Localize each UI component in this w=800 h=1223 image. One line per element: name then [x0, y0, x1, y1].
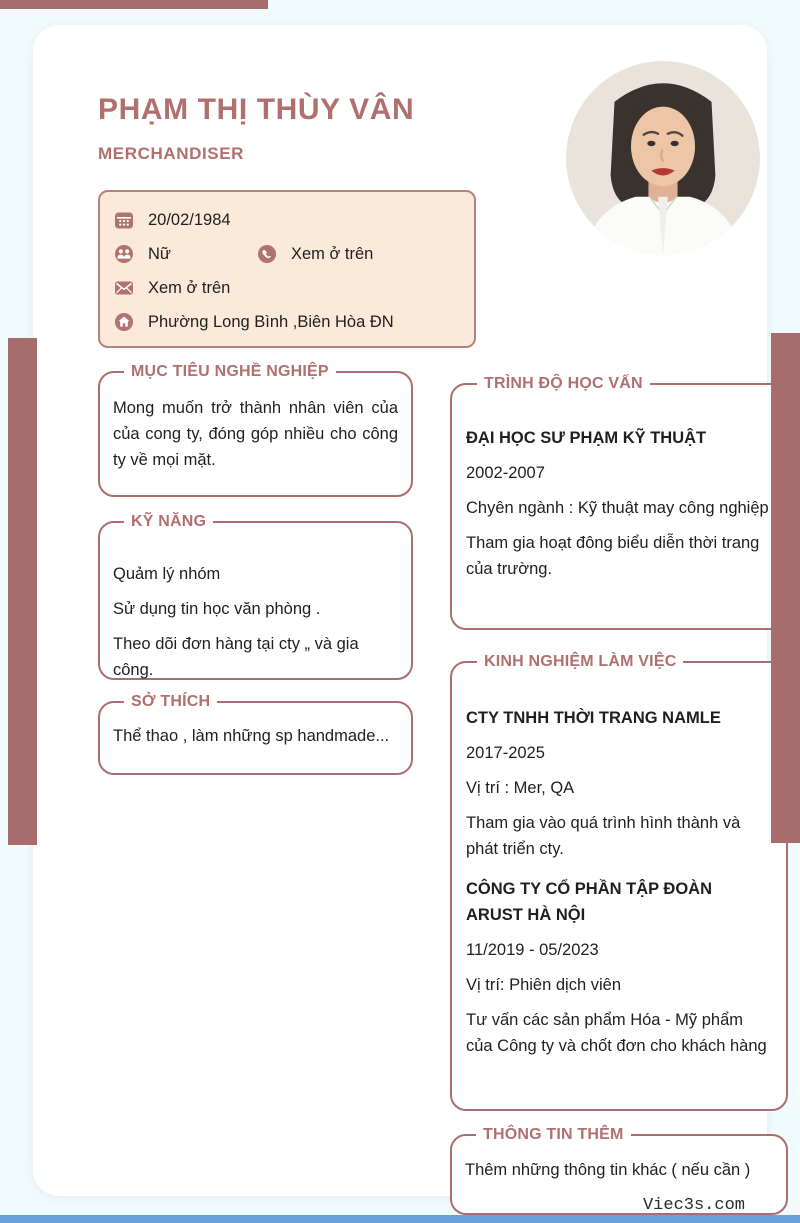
home-icon [114, 312, 134, 332]
job-company: CÔNG TY CỔ PHẦN TẬP ĐOÀN ARUST HÀ NỘI [466, 880, 712, 924]
skill-item: Sử dụng tin học văn phòng . [113, 600, 321, 618]
objective-text: Mong muốn trở thành nhân viên của của cong ty, đóng góp nhiều cho công ty về mọi mặt. [113, 399, 398, 469]
gender-value: Nữ [148, 244, 171, 263]
section-hobbies [98, 693, 413, 775]
contact-row-email [114, 271, 460, 305]
contact-row-birthday [114, 203, 460, 237]
contact-info-box [98, 190, 476, 348]
skill-item: Theo dõi đơn hàng tại cty „ và gia công. [113, 635, 359, 679]
job-company: CTY TNHH THỜI TRANG NAMLE [466, 709, 721, 727]
section-skills [98, 513, 413, 680]
avatar [566, 61, 760, 255]
birthday-value: 20/02/1984 [148, 210, 231, 229]
candidate-name: PHẠM THỊ THÙY VÂN [98, 93, 415, 126]
job-position: Vị trí : Mer, QA [466, 779, 575, 797]
section-objective-heading: MỤC TIÊU NGHỀ NGHIỆP [131, 363, 329, 380]
bottom-accent-strip [0, 1215, 800, 1223]
phone-cell [257, 244, 373, 264]
job-description: Tham gia vào quá trình hình thành và phát triển cty. [466, 814, 741, 858]
section-objective [98, 363, 413, 497]
contact-row-address [114, 305, 460, 339]
additional-text: Thêm những thông tin khác ( nếu cần ) [465, 1161, 751, 1179]
education-period: 2002-2007 [466, 464, 545, 482]
address-value: Phường Long Bình ,Biên Hòa ĐN [148, 312, 394, 331]
email-value: Xem ở trên [148, 278, 231, 297]
section-experience-heading: KINH NGHIỆM LÀM VIỆC [484, 653, 677, 670]
job-position: Vị trí: Phiên dịch viên [466, 976, 621, 994]
contact-row-gender-phone [114, 237, 460, 271]
gender-cell [114, 244, 257, 264]
job-period: 11/2019 - 05/2023 [466, 941, 599, 959]
education-major: Chyên ngành : Kỹ thuật may công nghiệp [466, 499, 769, 517]
section-additional-heading: THÔNG TIN THÊM [483, 1126, 624, 1143]
site-watermark: Viec3s.com [642, 1196, 745, 1215]
phone-value: Xem ở trên [291, 244, 374, 263]
section-hobbies-heading: SỞ THÍCH [131, 693, 211, 710]
candidate-job-title: MERCHANDISER [98, 144, 245, 163]
hobbies-text: Thể thao , làm những sp handmade... [113, 727, 390, 745]
gender-icon [114, 244, 134, 264]
education-school: ĐẠI HỌC SƯ PHẠM KỸ THUẬT [466, 429, 707, 447]
education-note: Tham gia hoạt đông biểu diễn thời trang của trường. [466, 534, 760, 578]
top-accent-strip [0, 0, 268, 9]
cv-card [33, 25, 767, 1196]
job-description: Tư vấn các sản phẩm Hóa - Mỹ phẩm của Công ty và chốt đơn cho khách hàng [466, 1011, 767, 1055]
left-accent-bar [8, 338, 37, 845]
section-education-heading: TRÌNH ĐỘ HỌC VẤN [484, 375, 643, 392]
section-experience [450, 653, 788, 1111]
calendar-icon [114, 210, 134, 230]
phone-icon [257, 244, 277, 264]
job-period: 2017-2025 [466, 744, 545, 762]
section-education [450, 375, 788, 630]
right-accent-bar [771, 333, 800, 843]
skill-item: Quảm lý nhóm [113, 565, 221, 583]
mail-icon [114, 278, 134, 298]
section-skills-heading: KỸ NĂNG [131, 513, 207, 530]
profile-photo [566, 61, 760, 255]
